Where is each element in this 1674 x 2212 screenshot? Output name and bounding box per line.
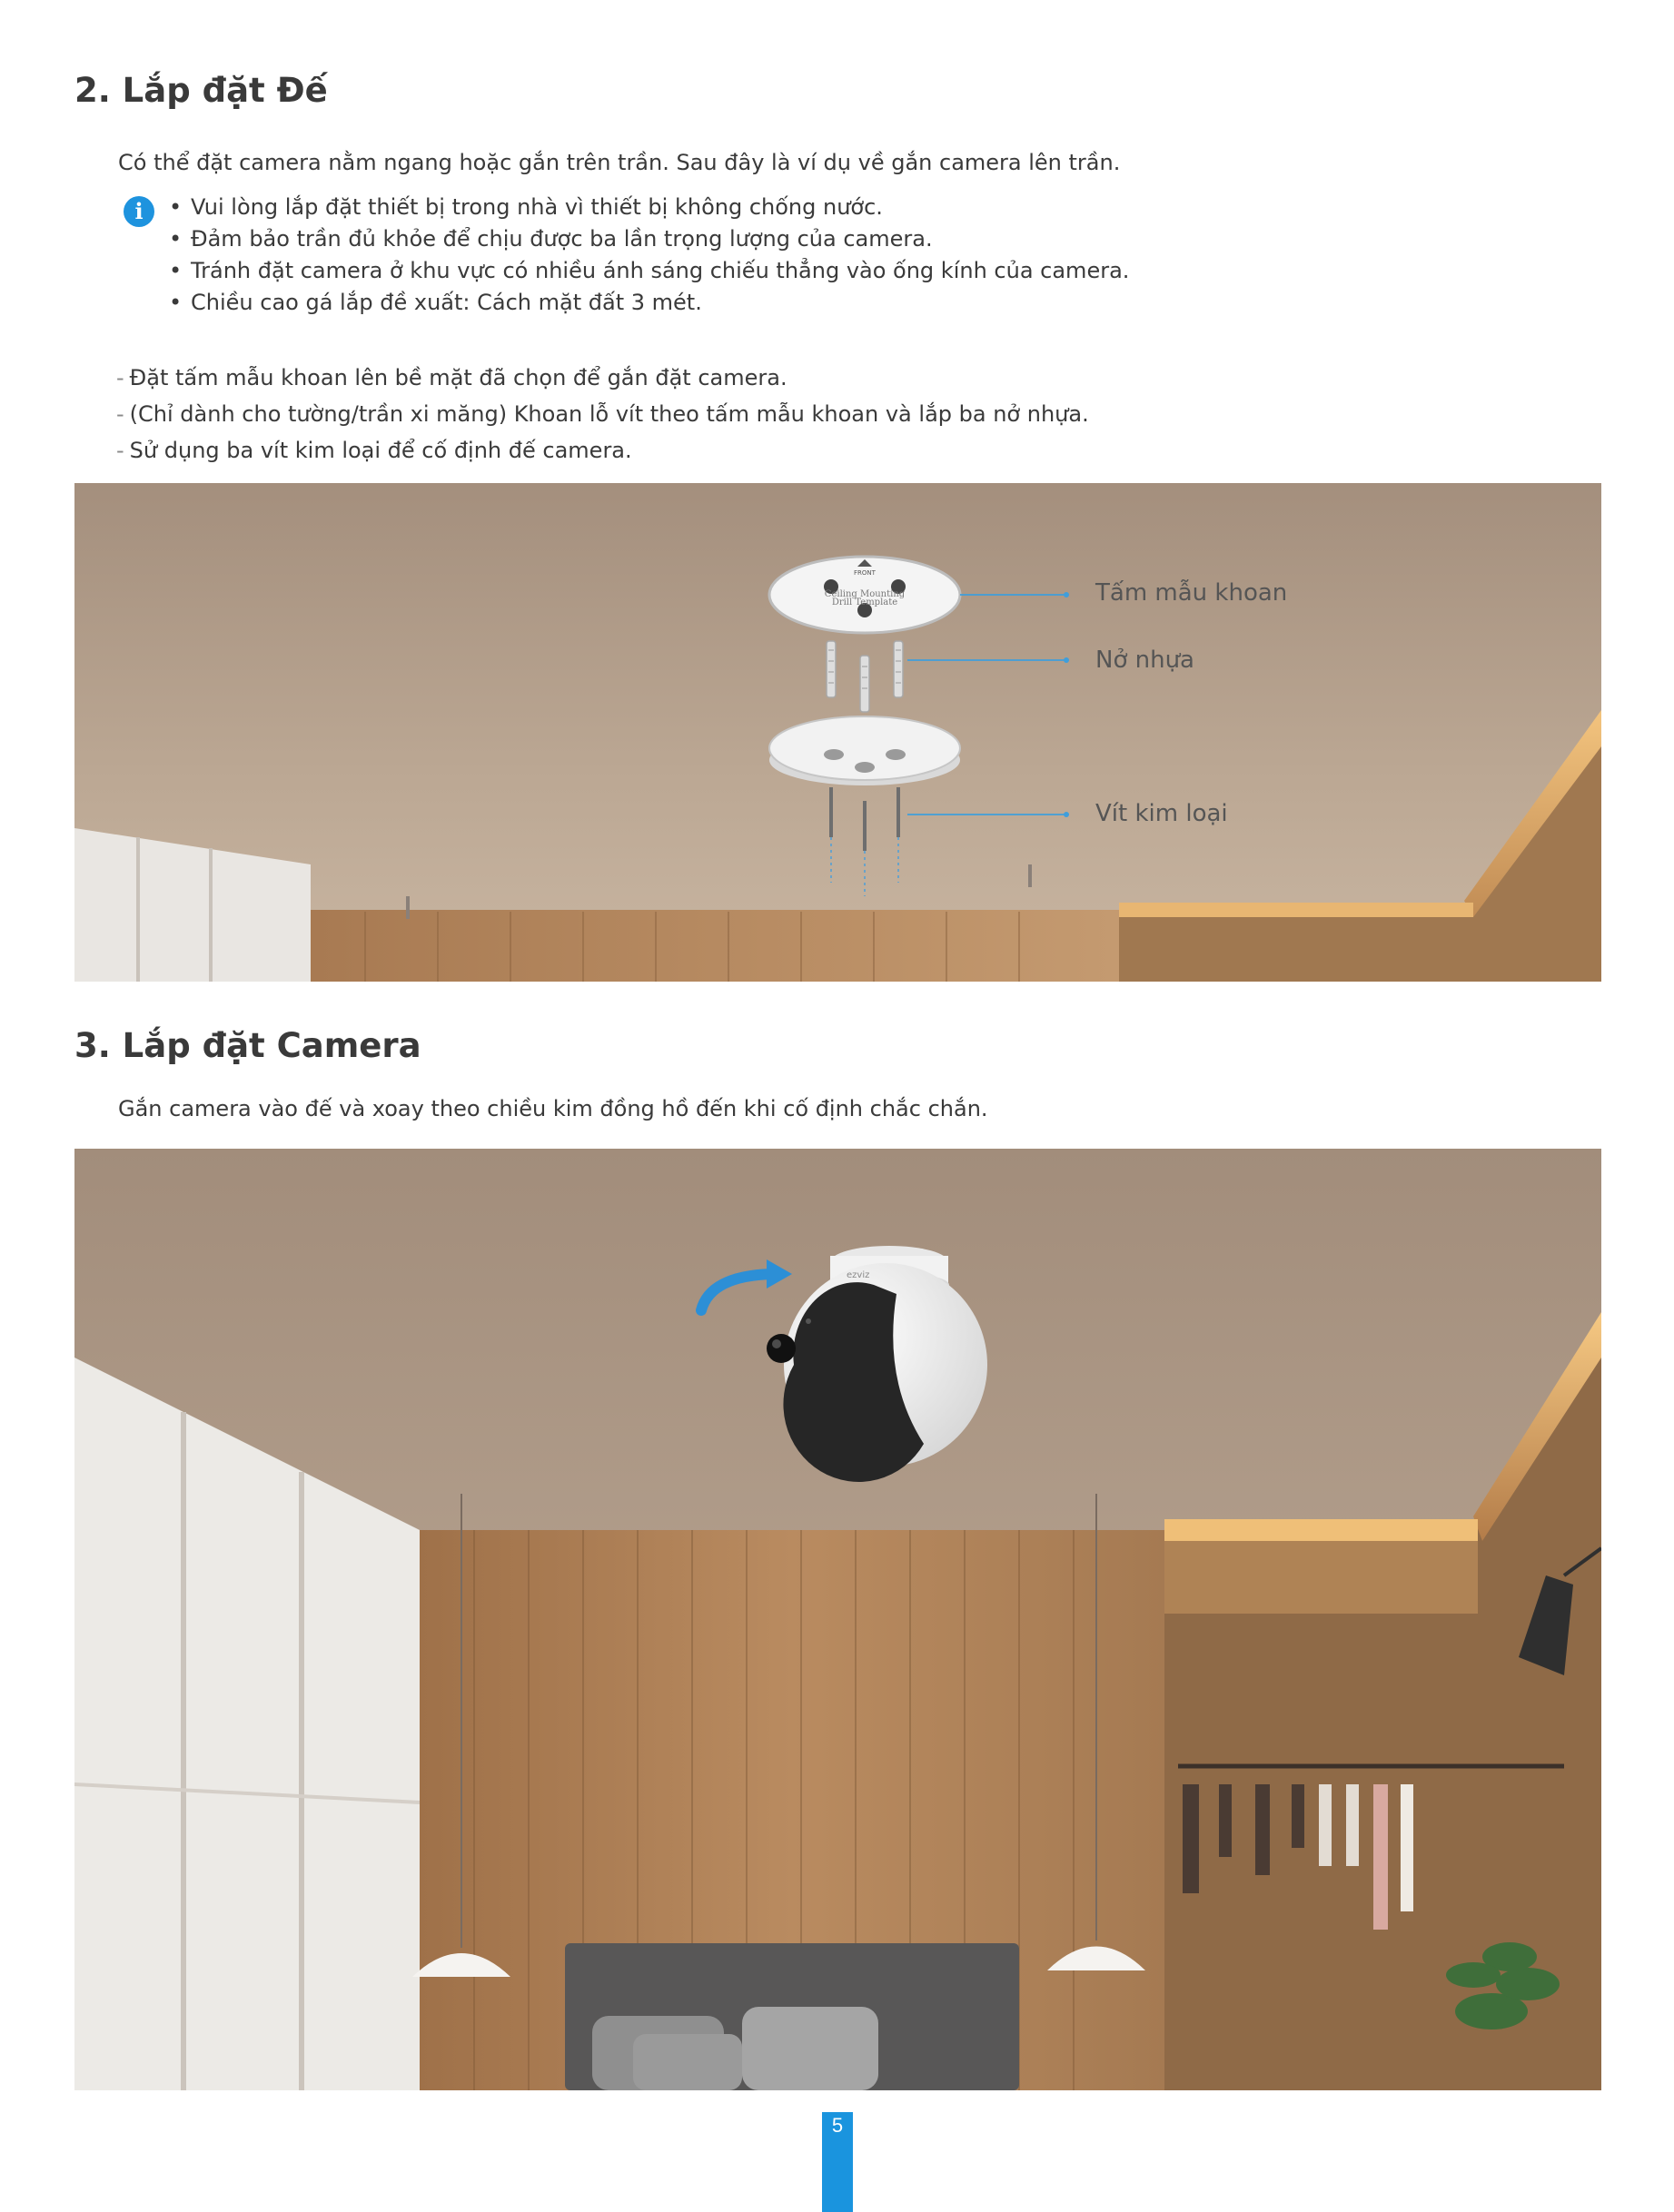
tip-item: • Tránh đặt camera ở khu vực có nhiều ánh sáng chiếu thẳng vào ống kính của camera. (169, 255, 1129, 287)
tips-list (169, 192, 1129, 319)
svg-text:FRONT: FRONT (854, 569, 876, 577)
mounting-base-icon (769, 716, 960, 785)
tip-item: • Vui lòng lắp đặt thiết bị trong nhà vì thiết bị không chống nước. (169, 192, 1129, 223)
callout-plastic-anchors: Nở nhựa (1095, 647, 1194, 674)
step-text: (Chỉ dành cho tường/trần xi măng) Khoan lỗ vít theo tấm mẫu khoan và lắp ba nở nhựa. (129, 401, 1089, 427)
step-marker: - (116, 401, 124, 427)
tip-item: • Chiều cao gá lắp đề xuất: Cách mặt đất 3 mét. (169, 287, 1129, 319)
brand-mark: ezviz (847, 1270, 870, 1280)
step-marker: - (116, 365, 124, 390)
callout-metal-screws: Vít kim loại (1095, 800, 1228, 827)
step-text: Sử dụng ba vít kim loại để cố định đế camera. (129, 438, 632, 463)
info-icon: i (124, 196, 154, 227)
svg-text:Drill Template: Drill Template (831, 597, 898, 607)
drill-template-icon (769, 557, 960, 633)
section-2-heading: 2. Lắp đặt Đế (74, 71, 328, 110)
svg-text:Ceiling Mounting: Ceiling Mounting (824, 589, 906, 599)
camera-installation-photo (74, 1149, 1601, 2090)
page-number: 5 (822, 2112, 853, 2212)
step-text: Đặt tấm mẫu khoan lên bề mặt đã chọn để gắn đặt camera. (129, 365, 787, 390)
step-item (116, 432, 1089, 469)
step-item (116, 360, 1089, 396)
step-item (116, 396, 1089, 432)
section-3-heading: 3. Lắp đặt Camera (74, 1026, 421, 1065)
base-installation-illustration (74, 483, 1601, 982)
camera-installation-illustration (74, 1149, 1601, 2090)
base-installation-photo (74, 483, 1601, 982)
step-marker: - (116, 438, 124, 463)
section-3-intro: Gắn camera vào đế và xoay theo chiều kim đồng hồ đến khi cố định chắc chắn. (118, 1096, 988, 1121)
callout-drill-template: Tấm mẫu khoan (1095, 579, 1288, 607)
section-2-intro: Có thể đặt camera nằm ngang hoặc gắn trên trần. Sau đây là ví dụ về gắn camera lên trần. (118, 150, 1121, 175)
steps-list (116, 360, 1089, 469)
tip-item: • Đảm bảo trần đủ khỏe để chịu được ba lần trọng lượng của camera. (169, 223, 1129, 255)
